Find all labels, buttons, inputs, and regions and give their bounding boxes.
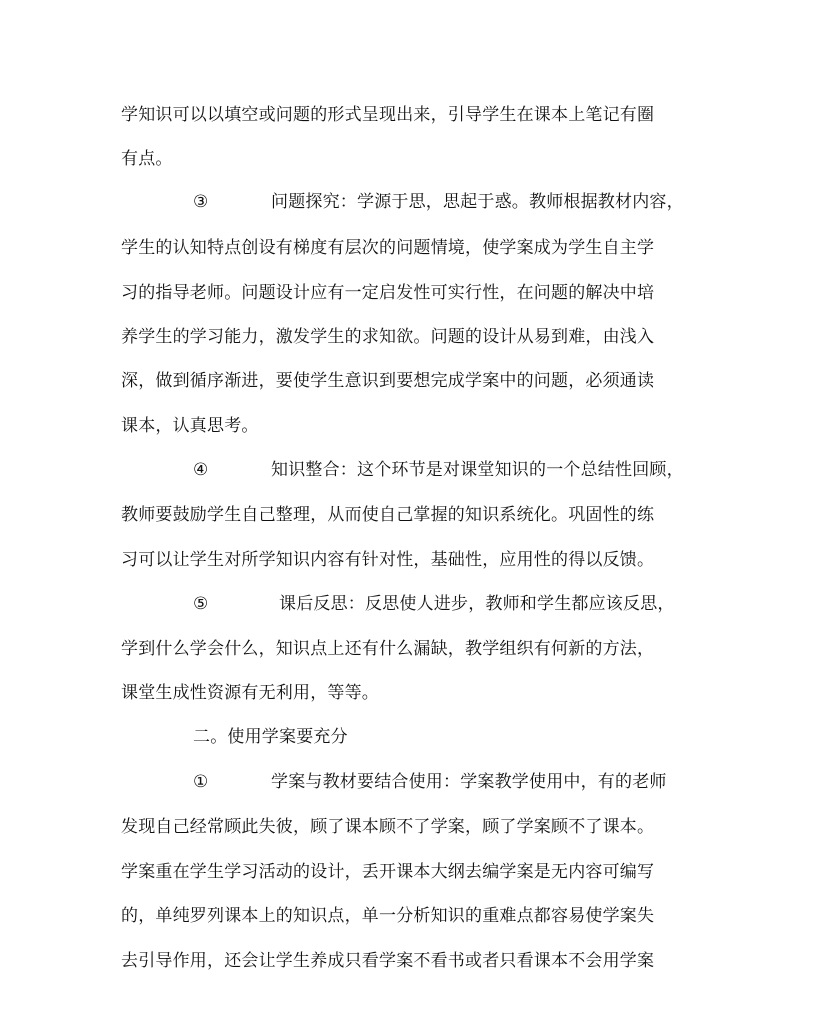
text-line: 养学生的学习能力，激发学生的求知欲。问题的设计从易到难，由浅入 <box>121 327 655 347</box>
item-number: ④ <box>193 460 209 480</box>
item-number: ① <box>193 772 209 792</box>
text-line: 教师要鼓励学生自己整理，从而使自己掌握的知识系统化。巩固性的练 <box>121 505 655 525</box>
paragraph-line <box>193 770 667 794</box>
text-line: 学到什么学会什么，知识点上还有什么漏缺，教学组织有何新的方法， <box>121 639 655 659</box>
paragraph-heading: 知识整合：这个环节是对课堂知识的一个总结性回顾， <box>271 460 684 480</box>
text-line: 发现自己经常顾此失彼，顾了课本顾不了学案，顾了学案顾不了课本。 <box>121 817 655 837</box>
text-line: 有点。 <box>121 149 173 169</box>
paragraph-heading: 课后反思：反思使人进步，教师和学生都应该反思， <box>279 594 675 614</box>
paragraph-line <box>193 458 684 482</box>
text-line: 去引导作用，还会让学生养成只看学案不看书或者只看课本不会用学案 <box>121 951 655 971</box>
text-line: 习的指导老师。问题设计应有一定启发性可实行性，在问题的解决中培 <box>121 283 655 303</box>
paragraph-line <box>193 190 684 214</box>
text-line: 学知识可以以填空或问题的形式呈现出来，引导学生在课本上笔记有圈 <box>121 105 655 125</box>
paragraph-heading: 问题探究：学源于思，思起于惑。教师根据教材内容， <box>271 192 684 212</box>
text-line: 课本，认真思考。 <box>121 416 259 436</box>
text-line: 的，单纯罗列课本上的知识点，单一分析知识的重难点都容易使学案失 <box>121 906 655 926</box>
section-heading: 二。使用学案要充分 <box>193 727 348 747</box>
paragraph-heading: 学案与教材要结合使用：学案教学使用中，有的老师 <box>271 772 667 792</box>
item-number: ③ <box>193 192 209 212</box>
text-line: 学生的认知特点创设有梯度有层次的问题情境，使学案成为学生自主学 <box>121 238 655 258</box>
paragraph-line <box>193 592 675 616</box>
text-line: 深，做到循序渐进，要使学生意识到要想完成学案中的问题，必须通读 <box>121 371 655 391</box>
text-line: 习可以让学生对所学知识内容有针对性，基础性，应用性的得以反馈。 <box>121 550 655 570</box>
text-line: 课堂生成性资源有无利用，等等。 <box>121 683 379 703</box>
item-number: ⑤ <box>193 594 209 614</box>
text-line: 学案重在学生学习活动的设计，丢开课本大纲去编学案是无内容可编写 <box>121 862 655 882</box>
